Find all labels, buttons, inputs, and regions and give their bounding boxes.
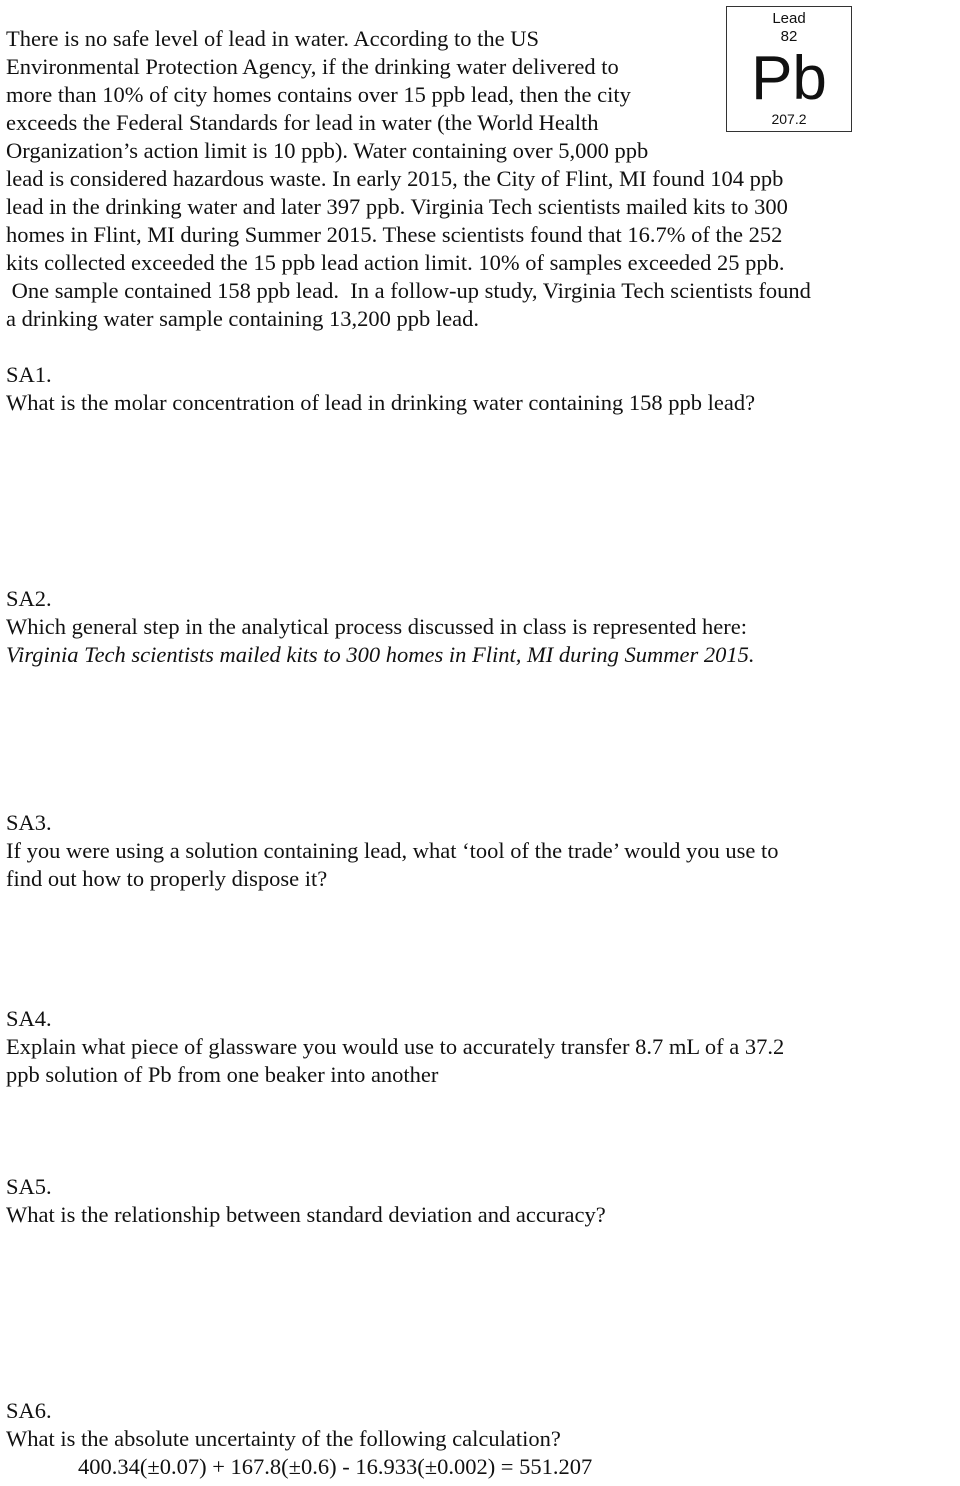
question-text: What is the molar concentration of lead in drinking water containing 158 ppb lead? bbox=[6, 390, 756, 415]
element-symbol: Pb bbox=[751, 44, 827, 113]
intro-line: Organization’s action limit is 10 ppb). Water containing over 5,000 ppb bbox=[6, 138, 649, 163]
question-label: SA5. bbox=[6, 1174, 52, 1199]
intro-line: Environmental Protection Agency, if the drinking water delivered to bbox=[6, 54, 619, 79]
question-text: ppb solution of Pb from one beaker into another bbox=[6, 1062, 439, 1087]
element-name: Lead bbox=[772, 10, 806, 27]
question-text: find out how to properly dispose it? bbox=[6, 866, 328, 891]
intro-line: homes in Flint, MI during Summer 2015. These scientists found that 16.7% of the 252 bbox=[6, 222, 783, 247]
question-text: What is the relationship between standard deviation and accuracy? bbox=[6, 1202, 606, 1227]
intro-line: One sample contained 158 ppb lead. In a follow-up study, Virginia Tech scientists found bbox=[6, 278, 811, 303]
intro-line: There is no safe level of lead in water. According to the US bbox=[6, 26, 539, 51]
question-text: Which general step in the analytical process discussed in class is represented here: bbox=[6, 614, 747, 639]
question-italic-quote: Virginia Tech scientists mailed kits to 300 homes in Flint, MI during Summer 2015. bbox=[6, 642, 755, 667]
question-text: If you were using a solution containing lead, what ‘tool of the trade’ would you use to bbox=[6, 838, 779, 863]
uncertainty-calculation: 400.34(±0.07) + 167.8(±0.6) - 16.933(±0.002) = 551.207 bbox=[78, 1454, 593, 1479]
question-label: SA1. bbox=[6, 362, 52, 387]
intro-line: a drinking water sample containing 13,200 ppb lead. bbox=[6, 306, 480, 331]
question-label: SA2. bbox=[6, 586, 52, 611]
intro-line: more than 10% of city homes contains over 15 ppb lead, then the city bbox=[6, 82, 631, 107]
question-label: SA4. bbox=[6, 1006, 52, 1031]
element-atomic-mass: 207.2 bbox=[771, 111, 807, 127]
intro-line: lead is considered hazardous waste. In early 2015, the City of Flint, MI found 104 ppb bbox=[6, 166, 784, 191]
intro-line: exceeds the Federal Standards for lead in water (the World Health bbox=[6, 110, 599, 135]
intro-line: lead in the drinking water and later 397 ppb. Virginia Tech scientists mailed kits to 300 bbox=[6, 194, 788, 219]
intro-line: kits collected exceeded the 15 ppb lead action limit. 10% of samples exceeded 25 ppb. bbox=[6, 250, 785, 275]
question-label: SA6. bbox=[6, 1398, 52, 1423]
lead-element-tile bbox=[726, 6, 852, 132]
question-text: What is the absolute uncertainty of the following calculation? bbox=[6, 1426, 561, 1451]
question-text: Explain what piece of glassware you would use to accurately transfer 8.7 mL of a 37.2 bbox=[6, 1034, 785, 1059]
question-label: SA3. bbox=[6, 810, 52, 835]
element-atomic-number: 82 bbox=[780, 28, 798, 45]
